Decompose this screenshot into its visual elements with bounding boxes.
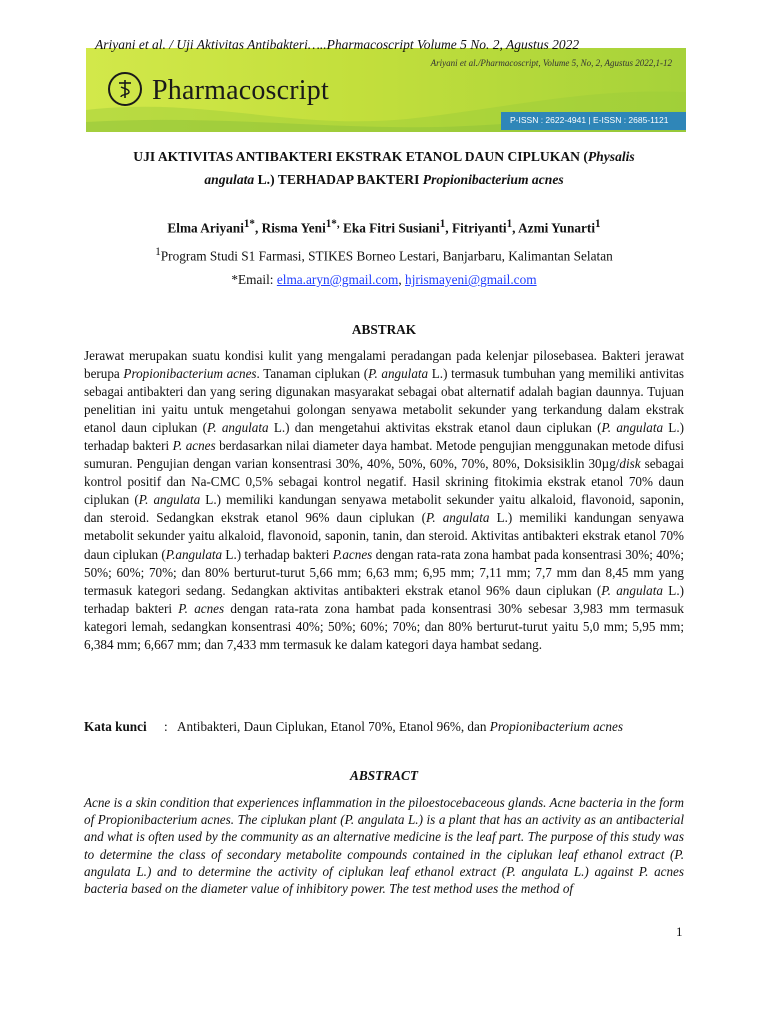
affiliation: $^1$Program Studi S1 Farmasi, STIKES Borneo Lestari, Banjarbaru, Kalimantan Selatan	[155, 246, 613, 264]
issn-text: P-ISSN : 2622-4941 | E-ISSN : 2685-1121	[510, 115, 669, 125]
email-link-2[interactable]: hjrismayeni@gmail.com	[405, 272, 537, 287]
abstrak-heading: ABSTRAK	[351, 322, 417, 337]
journal-logo-text: Pharmacoscript	[152, 75, 329, 106]
author-list: Elma Ariyani$^{1*}$, Risma Yeni$^{1*,}$ Eka Fitri Susiani$^1$, Fitriyanti$^1$, Azmi Yunarti$^1$	[167, 218, 601, 236]
title-line-1: UJI AKTIVITAS ANTIBAKTERI EKSTRAK ETANOL DAUN CIPLUKAN (Physalis	[133, 149, 635, 164]
abstract-text: Acne is a skin condition that experiences inflammation in the piloestocebaceous glands. Acne bacteria in the form of Propionibacterium acnes. The ciplukan plant (P. angulata L.) is a plant that has an activity as an antibacterial and what is often used by the community as an alternative medicine is the leaf part. The purpose of this study was to determine the class of secondary metabolite compounds contained in the ciplukan leaf ethanol extract (P. angulata L.) and to determine the activity of ciplukan leaf ethanol extract (P. angulata L.) against P. acnes bacteria based on the diameter value of inhibitory power. The test method uses the method of	[84, 795, 684, 897]
abstrak-text: Jerawat merupakan suatu kondisi kulit yang mengalami peradangan pada kelenjar pilosebasea. Bakteri jerawat berupa Propionibacterium acnes. Tanaman ciplukan (P. angulata L.) termasuk tumbuhan yang memiliki antivitas sebagai antibakteri dan yang sering digunakan masyarakat sebagai obat alternatif adalah bagian daunnya. Tujuan penelitian ini yaitu untuk mengetahui golongan senyawa metabolit sekunder yang terkandung dalam ekstrak etanol daun ciplukan (P. angulata L.) dan mengetahui aktivitas ekstrak etanol daun ciplukan (P. angulata L.) terhadap bakteri P. acnes berdasarkan nilai diameter daya hambat. Metode pengujian menggunakan metode difusi sumuran. Pengujian dengan varian konsentrasi 30%, 40%, 50%, 60%, 70%, 80%, Doksisiklin 30µg/disk sebagai kontrol positif dan Na-CMC 0,5% sebagai kontrol negatif. Hasil skrining fitokimia ekstrak etanol 70% daun ciplukan (P. angulata L.) memiliki kandungan senyawa metabolit sekunder yaitu alkaloid, flavonoid, saponin, dan steroid. Sedangkan ekstrak etanol 96% daun ciplukan (P. angulata L.) memiliki kandungan senyawa metabolit sekunder yaitu alkaloid, flavonoid, saponin, tanin, dan steroid. Aktivitas antibakteri ekstrak etanol 70% daun ciplukan (P.angulata L.) terhadap bakteri P.acnes dengan rata-rata zona hambat pada konsentrasi 30%; 40%; 50%; 60%; 70%; dan 80% berturut-turut 5,66 mm; 6,63 mm; 6,95 mm; 7,11 mm; 7,7 mm dan 8,45 mm yang termasuk kategori sedang. Sedangkan aktivitas antibakteri ekstrak etanol 96% daun ciplukan (P. angulata L.) terhadap bakteri P. acnes dengan rata-rata zona hambat pada konsentrasi 30% sebesar 3,983 mm termasuk kategori lemah, sedangkan konsentrasi 40%; 50%; 60%; 70%; dan 80% berturut-turut yaitu 5,0 mm; 5,95 mm; 6,384 mm; 6,667 mm; dan 7,433 mm termasuk ke dalam kategori daya hambat sedang.	[84, 348, 685, 652]
abstract-heading: ABSTRACT	[350, 768, 418, 783]
journal-reference: Ariyani et al./Pharmacoscript, Volume 5, No, 2, Agustus 2022,1-12	[430, 58, 672, 68]
page-number: 1	[676, 924, 683, 939]
keywords-colon: :	[164, 719, 168, 734]
running-head: Ariyani et al. / Uji Aktivitas Antibakteri…..Pharmacoscript Volume 5 No. 2, Agustus 2022	[95, 37, 580, 52]
pharmacoscript-logo-icon	[108, 72, 142, 106]
keywords-text: Antibakteri, Daun Ciplukan, Etanol 70%, Etanol 96%, dan Propionibacterium acnes	[177, 719, 623, 734]
keywords-label: Kata kunci	[84, 719, 147, 734]
contact-email: *Email: elma.aryn@gmail.com, hjrismayeni@gmail.com	[231, 272, 537, 287]
journal-banner	[86, 48, 686, 132]
email-link-1[interactable]: elma.aryn@gmail.com	[276, 272, 399, 287]
paper-title	[86, 145, 682, 191]
title-line-2: angulata L.) TERHADAP BAKTERI Propionibacterium acnes	[204, 172, 564, 187]
